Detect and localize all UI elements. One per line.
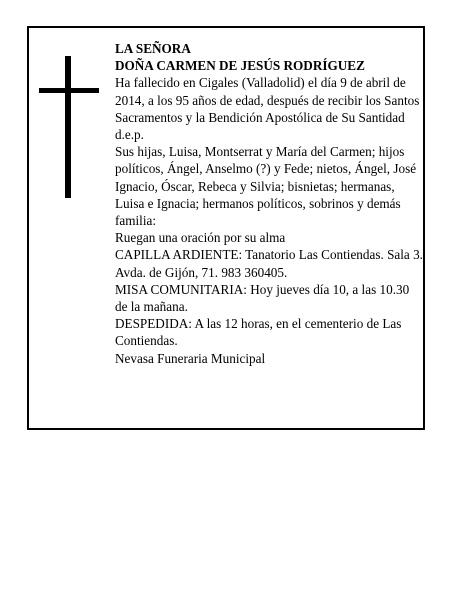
family-list: Sus hijas, Luisa, Montserrat y María del Carmen; hijos políticos, Ángel, Anselmo (?) y Fede; nietos, Ángel, José Ignacio, Óscar, Rebeca y Silvia; bisnietas; hermanas, Luisa e Ignacia; hermanos políticos, sobrinos y demás familia: (115, 144, 417, 229)
cross-vertical-bar (65, 56, 71, 198)
cross-icon (39, 56, 99, 198)
notice-body (115, 40, 423, 367)
death-announcement: Ha fallecido en Cigales (Valladolid) el día 9 de abril de 2014, a los 95 años de edad, después de recibir los Santos Sacramentos y la Bendición Apostólica de Su Santidad (115, 75, 420, 125)
prayer-request: Ruegan una oración por su alma (115, 230, 286, 246)
deceased-name: DOÑA CARMEN DE JESÚS RODRÍGUEZ (115, 58, 365, 74)
mass-info: MISA COMUNITARIA: Hoy jueves día 10, a las 10.30 de la mañana. (115, 281, 410, 315)
dep-text: d.e.p. (115, 127, 144, 143)
funeral-home: Nevasa Funeraria Municipal (115, 350, 266, 366)
obituary-notice (27, 26, 425, 430)
notice-heading: LA SEÑORA (115, 41, 191, 56)
farewell-info: DESPEDIDA: A las 12 horas, en el cementerio de Las Contiendas. (115, 316, 402, 349)
chapel-info: CAPILLA ARDIENTE: Tanatorio Las Contiendas. Sala 3. Avda. de Gijón, 71. 983 360405. (115, 247, 423, 280)
cross-horizontal-bar (39, 88, 99, 93)
